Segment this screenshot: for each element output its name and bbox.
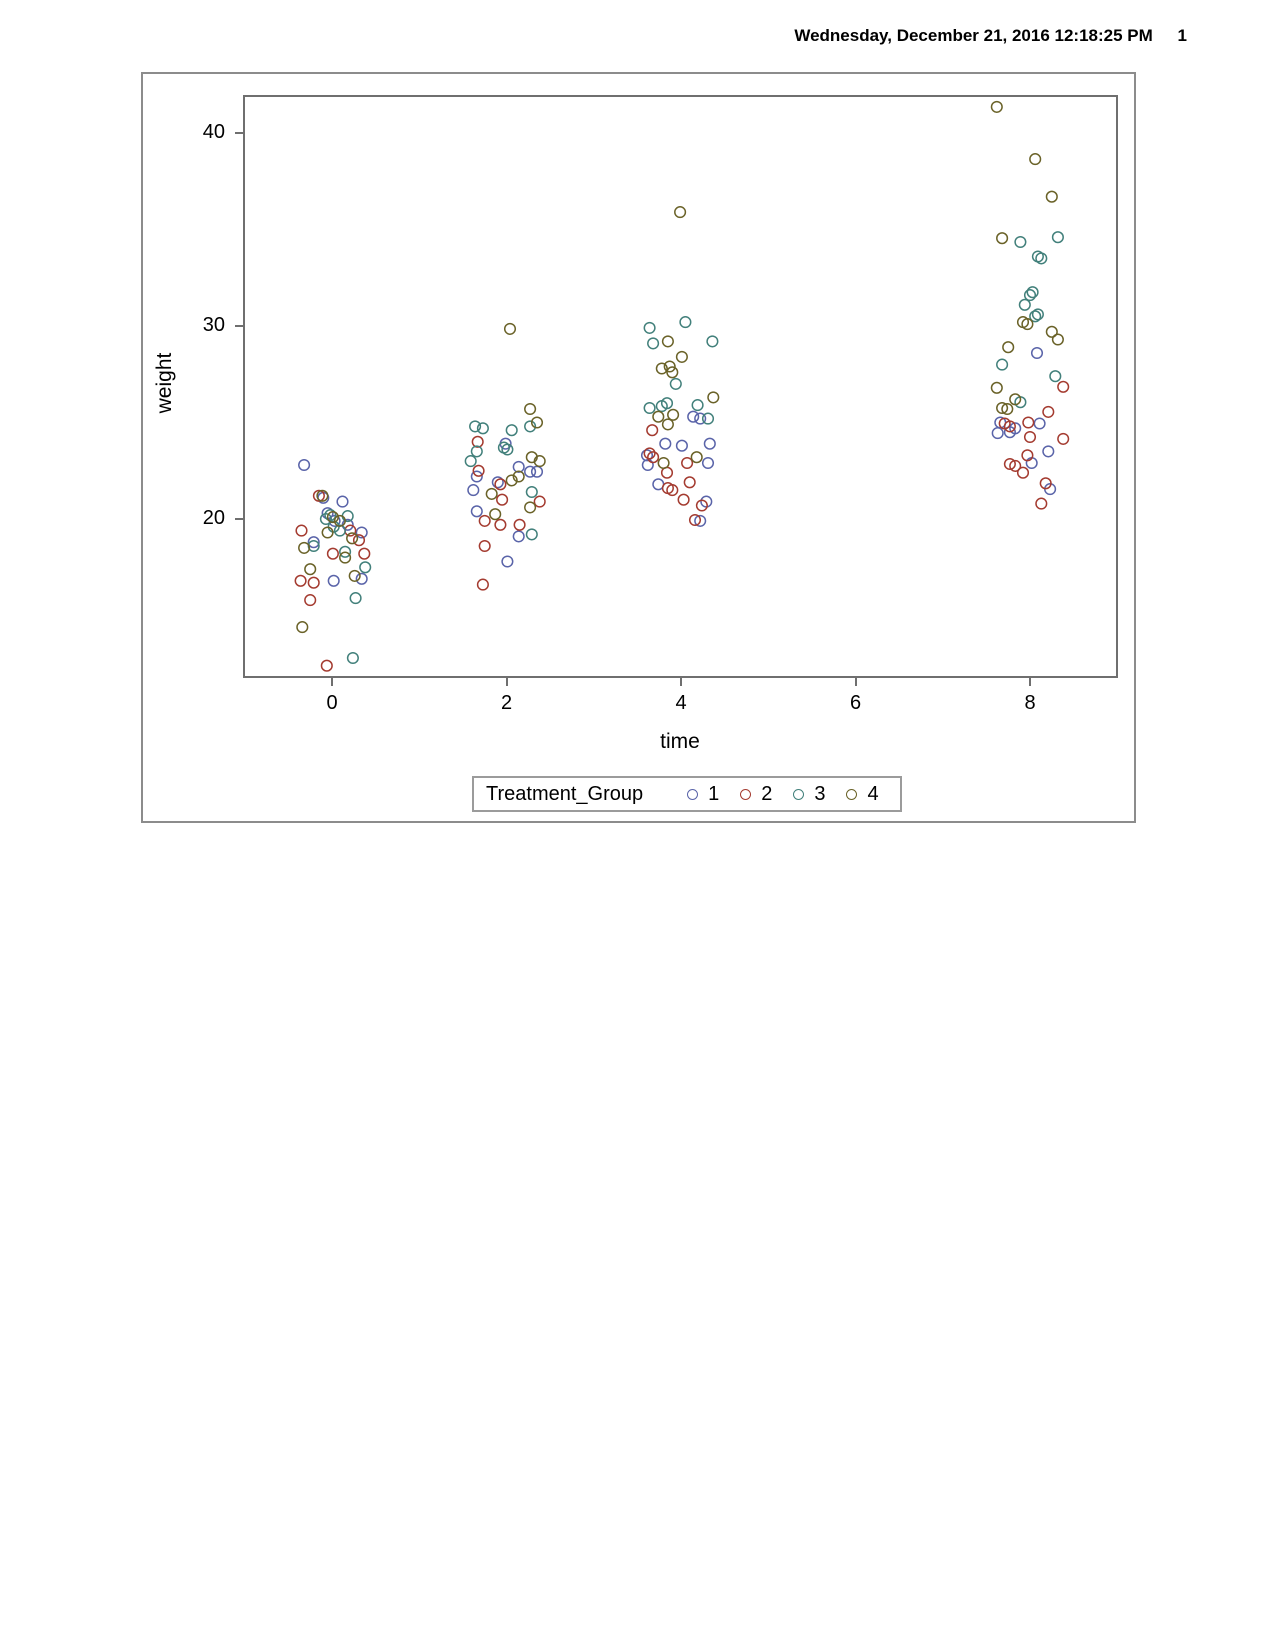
- legend-item-label: 4: [867, 782, 879, 805]
- legend-marker-icon: [846, 789, 857, 800]
- data-point-group-3: [506, 425, 517, 436]
- data-point-group-4: [663, 419, 674, 430]
- legend-marker-icon: [740, 789, 751, 800]
- data-point-group-4: [658, 458, 669, 469]
- data-point-group-3: [997, 359, 1008, 370]
- data-point-group-2: [495, 479, 506, 490]
- data-point-group-1: [299, 460, 310, 471]
- data-point-group-3: [499, 442, 510, 453]
- y-tick-label: 30: [202, 314, 225, 336]
- data-point-group-2: [1025, 432, 1036, 443]
- y-tick-label: 40: [202, 121, 225, 143]
- legend-items: [687, 783, 879, 806]
- data-point-group-2: [647, 425, 658, 436]
- data-point-group-1: [703, 458, 714, 469]
- data-point-group-4: [299, 543, 310, 554]
- data-point-group-1: [337, 496, 348, 507]
- y-tick-mark: [235, 132, 243, 134]
- y-tick-label: 20: [202, 507, 225, 529]
- x-tick-mark: [331, 678, 333, 686]
- data-point-group-2: [682, 458, 693, 469]
- legend-item-group-2: [740, 783, 772, 806]
- plot-area: [243, 95, 1118, 678]
- data-point-group-2: [1036, 498, 1047, 509]
- data-point-group-4: [997, 233, 1008, 244]
- legend-item-group-4: [846, 783, 878, 806]
- data-point-group-2: [1058, 382, 1069, 393]
- legend-item-label: 1: [708, 782, 720, 805]
- data-point-group-4: [297, 622, 308, 633]
- data-point-group-2: [359, 548, 370, 559]
- x-axis-title: time: [660, 730, 700, 753]
- legend-item-group-1: [687, 783, 719, 806]
- data-point-group-4: [490, 509, 501, 520]
- data-point-group-2: [1043, 407, 1054, 418]
- legend-marker-icon: [687, 789, 698, 800]
- data-point-group-1: [1032, 348, 1043, 359]
- y-tick-mark: [235, 325, 243, 327]
- data-point-group-2: [296, 525, 307, 536]
- data-point-group-3: [1027, 287, 1038, 298]
- data-point-group-2: [1058, 434, 1069, 445]
- data-point-group-2: [684, 477, 695, 488]
- data-point-group-1: [513, 531, 524, 542]
- data-point-group-1: [502, 556, 513, 567]
- data-point-group-3: [703, 413, 714, 424]
- data-point-group-3: [1033, 309, 1044, 320]
- data-point-group-4: [992, 383, 1003, 394]
- data-point-group-3: [644, 323, 655, 334]
- data-point-group-4: [347, 533, 358, 544]
- data-point-group-3: [478, 423, 489, 434]
- data-point-group-2: [1018, 467, 1029, 478]
- data-point-group-4: [663, 336, 674, 347]
- data-point-group-2: [479, 541, 490, 552]
- data-point-group-3: [527, 487, 538, 498]
- data-point-group-3: [671, 379, 682, 390]
- header-timestamp: Wednesday, December 21, 2016 12:18:25 PM: [794, 26, 1153, 45]
- data-point-group-4: [525, 404, 536, 415]
- data-point-group-4: [677, 352, 688, 363]
- data-point-group-1: [472, 506, 483, 517]
- legend-item-label: 2: [761, 782, 773, 805]
- data-point-group-1: [1034, 418, 1045, 429]
- data-point-group-1: [468, 485, 479, 496]
- data-point-group-2: [328, 548, 339, 559]
- data-point-group-4: [505, 324, 516, 335]
- data-point-group-4: [305, 564, 316, 575]
- data-point-group-3: [527, 529, 538, 540]
- data-point-group-2: [478, 579, 489, 590]
- data-point-group-2: [479, 516, 490, 527]
- data-point-group-4: [486, 489, 497, 500]
- y-axis-title: weight: [153, 352, 176, 414]
- data-point-group-1: [356, 574, 367, 585]
- data-point-group-2: [495, 520, 506, 531]
- x-tick-label: 8: [1024, 692, 1036, 714]
- legend-title: Treatment_Group: [486, 782, 644, 805]
- data-point-group-3: [360, 562, 371, 573]
- page-header: [794, 26, 1187, 46]
- data-point-group-3: [644, 403, 655, 414]
- x-tick-mark: [855, 678, 857, 686]
- y-tick-mark: [235, 518, 243, 520]
- data-point-group-3: [470, 421, 481, 432]
- figure-container: [141, 72, 1136, 823]
- data-point-group-4: [691, 452, 702, 463]
- data-point-group-3: [1053, 232, 1064, 243]
- legend-item-label: 3: [814, 782, 826, 805]
- data-point-group-4: [349, 571, 360, 582]
- legend-box: [472, 776, 902, 812]
- data-point-group-4: [668, 410, 679, 421]
- data-point-group-3: [1015, 237, 1026, 248]
- legend-item-group-3: [793, 783, 825, 806]
- x-tick-label: 6: [849, 692, 862, 714]
- data-point-group-1: [992, 428, 1003, 439]
- data-point-group-2: [308, 577, 319, 588]
- data-point-group-3: [648, 338, 659, 349]
- data-point-group-4: [1047, 191, 1058, 202]
- data-point-group-2: [534, 496, 545, 507]
- data-point-group-2: [295, 576, 306, 587]
- data-point-group-2: [514, 520, 525, 531]
- data-point-group-4: [1030, 154, 1041, 165]
- data-point-group-2: [678, 494, 689, 505]
- data-point-group-1: [328, 576, 339, 587]
- x-tick-mark: [680, 678, 682, 686]
- data-point-group-1: [532, 466, 543, 477]
- data-point-group-4: [708, 392, 719, 403]
- data-point-group-2: [497, 494, 508, 505]
- data-point-group-3: [680, 317, 691, 328]
- data-point-group-4: [675, 207, 686, 218]
- data-point-group-4: [1053, 334, 1064, 345]
- x-tick-label: 0: [326, 692, 338, 714]
- data-point-group-3: [692, 400, 703, 411]
- data-point-group-1: [705, 438, 716, 449]
- data-point-group-3: [1050, 371, 1061, 382]
- data-point-group-1: [688, 411, 699, 422]
- x-tick-label: 2: [500, 692, 513, 714]
- data-point-group-1: [677, 440, 688, 451]
- data-point-group-4: [992, 102, 1003, 113]
- data-point-group-3: [350, 593, 361, 604]
- data-point-group-4: [1003, 342, 1014, 353]
- data-point-group-2: [305, 595, 316, 606]
- legend-marker-icon: [793, 789, 804, 800]
- data-point-group-2: [322, 660, 333, 671]
- x-tick-mark: [506, 678, 508, 686]
- data-point-group-3: [1020, 300, 1031, 311]
- data-point-group-1: [1043, 446, 1054, 457]
- data-point-group-4: [322, 527, 333, 538]
- data-point-group-3: [465, 456, 476, 467]
- data-point-group-3: [707, 336, 718, 347]
- scatter-plot: [245, 97, 1116, 676]
- data-point-group-1: [660, 438, 671, 449]
- page-number: 1: [1177, 26, 1187, 45]
- data-point-group-2: [1023, 417, 1034, 428]
- data-point-group-3: [348, 653, 359, 664]
- data-point-group-4: [653, 411, 664, 422]
- data-point-group-3: [1025, 290, 1036, 301]
- x-tick-label: 4: [675, 692, 687, 714]
- data-point-group-3: [1036, 253, 1047, 264]
- data-point-group-4: [525, 502, 536, 513]
- x-tick-mark: [1029, 678, 1031, 686]
